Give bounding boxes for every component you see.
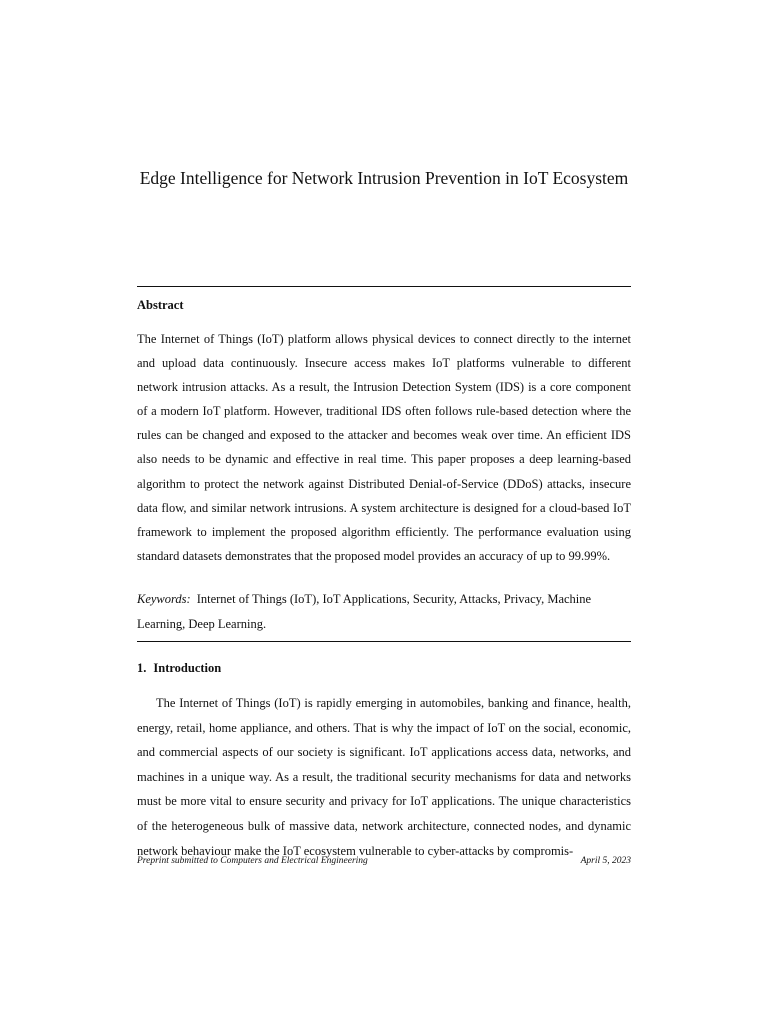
abstract-text: The Internet of Things (IoT) platform allows physical devices to connect directly to the internet and upload data continuously. Insecure access makes IoT platforms vulnerable to different network intrusion attacks. As a result, the Intrusion Detection System (IDS) is a core component of a modern IoT platform. However, traditional IDS often follows rule-based detection where the rules can be changed and exposed to the attacker and becomes weak over time. An efficient IDS also needs to be dynamic and effective in real time. This paper proposes a deep learning-based algorithm to protect the network against Distributed Denial-of-Service (DDoS) attacks, insecure data flow, and similar network intrusions. A system architecture is designed for a cloud-based IoT framework to implement the proposed algorithm efficiently. The performance evaluation using standard datasets demonstrates that the proposed model provides an accuracy of up to 99.99%. (137, 332, 631, 563)
keywords-text: Internet of Things (IoT), IoT Applications, Security, Attacks, Privacy, Machine Learning, Deep Learning. (137, 592, 592, 631)
footer-journal: Preprint submitted to Computers and Electrical Engineering (137, 856, 368, 866)
abstract-bottom-rule (137, 641, 631, 642)
section-number: 1. (137, 661, 147, 675)
abstract-heading: Abstract (137, 298, 184, 312)
abstract-top-rule (137, 286, 631, 287)
section-heading-introduction (137, 659, 221, 677)
section-title: Introduction (153, 661, 222, 675)
keywords (137, 587, 631, 636)
paper-title: Edge Intelligence for Network Intrusion Prevention in IoT Ecosystem (139, 168, 629, 188)
page-footer (137, 854, 631, 868)
footer-date: April 5, 2023 (580, 856, 631, 866)
introduction-text: The Internet of Things (IoT) is rapidly emerging in automobiles, banking and finance, health, energy, retail, home appliance, and others. That is why the impact of IoT on the social, economic, and commercial aspects of our society is significant. IoT applications access data, networks, and machines in a unique way. As a result, the traditional security mechanisms for data and networks must be more vital to ensure security and privacy for IoT applications. The unique characteristics of the heterogeneous bulk of massive data, network architecture, connected nodes, and dynamic network behaviour make the IoT ecosystem vulnerable to cyber-attacks by compromis- (137, 696, 631, 858)
keywords-label: Keywords: (137, 592, 191, 606)
